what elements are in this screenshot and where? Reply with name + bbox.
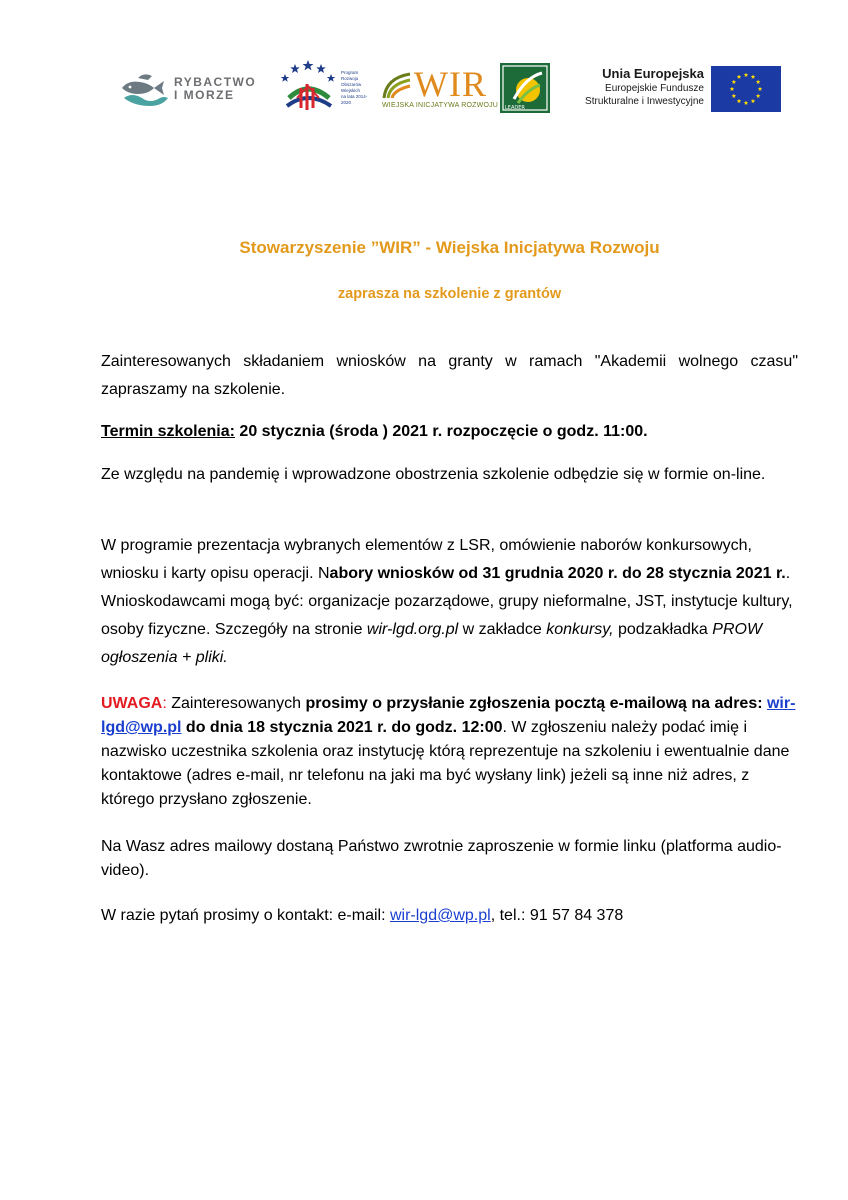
- program-dates: abory wniosków od 31 grudnia 2020 r. do 28 stycznia 2021 r.: [329, 565, 786, 582]
- training-date-value: 20 stycznia (środa ) 2021 r. rozpoczęcie o godz. 11:00.: [234, 423, 648, 440]
- program-text-2: . Wnioskodawcami mogą być: organizacje pozarządowe, grupy nieformalne, JST, instytucje kultury, osoby fizyczne. Szczegóły na stronie: [101, 565, 793, 638]
- intro-paragraph: Zainteresowanych składaniem wniosków na granty w ramach "Akademii wolnego czasu" zapraszamy na szkolenie.: [101, 353, 798, 398]
- notice-details: . W zgłoszeniu należy podać imię i nazwisko uczestnika szkolenia oraz instytucję którą reprezentuje na szkoleniu i ewentualnie dane kontaktowe (adres e-mail, nr telefonu na jaki ma być wysłany link) jeżeli są inne niż adres, z którego przysłano zgłoszenie.: [101, 719, 790, 808]
- rybactwo-line-2: I MORZE: [174, 88, 235, 102]
- prow-line: Rozwoju: [341, 76, 359, 81]
- program-text-3: w zakładce: [458, 621, 547, 638]
- contact-email-link[interactable]: wir-lgd@wp.pl: [389, 907, 491, 924]
- wir-logo: [380, 64, 499, 112]
- prow-logo: [275, 58, 375, 116]
- prow-line: Wiejskich: [341, 88, 361, 93]
- notice-paragraph: [101, 692, 798, 812]
- contact-phone: , tel.: 91 57 84 378: [490, 907, 624, 924]
- fish-icon: [118, 70, 174, 110]
- rybactwo-wordmark: [174, 76, 256, 102]
- rybactwo-i-morze-logo: [118, 70, 263, 110]
- ue-funds-text: [556, 66, 706, 114]
- ue-title: Unia Europejska: [602, 66, 704, 81]
- document-title: Stowarzyszenie ”WIR” - Wiejska Inicjatywa Rozwoju: [239, 238, 660, 257]
- contact-text: W razie pytań prosimy o kontakt: e-mail:: [101, 907, 390, 924]
- ue-subtitle-1: Europejskie Fundusze: [605, 83, 704, 94]
- wir-tagline: WIEJSKA INICJATYWA ROZWOJU: [382, 102, 499, 109]
- training-date-label: Termin szkolenia:: [101, 423, 235, 440]
- prow-text: [341, 70, 375, 106]
- notice-deadline: do dnia 18 stycznia 2021 r. do godz. 12:00: [181, 719, 503, 736]
- rybactwo-line-1: RYBACTWO: [174, 75, 257, 89]
- email-link[interactable]: wir-lgd@wp.pl: [101, 695, 796, 736]
- prow-line: Obszarów: [341, 82, 362, 87]
- training-date-paragraph: [101, 418, 798, 446]
- eu-flag-icon: [711, 66, 781, 112]
- eu-flag-logo: [711, 66, 781, 112]
- notice-request: prosimy o przysłanie zgłoszenia pocztą e-mailową na adres:: [305, 695, 767, 712]
- prow-line: Program: [341, 70, 359, 75]
- program-paragraph: [101, 532, 798, 672]
- website-name: wir-lgd.org.pl: [366, 621, 459, 638]
- notice-text: Zainteresowanych: [166, 695, 306, 712]
- subtab-name: PROW ogłoszenia + pliki.: [101, 621, 763, 666]
- leader-icon: [500, 63, 550, 113]
- contact-paragraph: [101, 902, 798, 930]
- svg-text:LEADER: LEADER: [505, 105, 525, 111]
- prow-line: na lata 2014-2020: [341, 94, 368, 105]
- ue-subtitle-2: Strukturalne i Inwestycyjne: [585, 96, 704, 107]
- warning-label: UWAGA: [101, 695, 163, 712]
- logo-strip: [0, 58, 848, 120]
- wir-wordmark: WIR: [414, 64, 487, 104]
- warning-colon: :: [162, 695, 167, 712]
- leader-logo: [500, 63, 550, 113]
- document-subtitle: zaprasza na szkolenie z grantów: [337, 286, 562, 302]
- program-text: W programie prezentacja wybranych elementów z LSR, omówienie naborów konkursowych, wniosku i karty opisu operacji. N: [101, 537, 752, 582]
- reply-paragraph: Na Wasz adres mailowy dostaną Państwo zwrotnie zaproszenie w formie linku (platforma audio- video).: [101, 838, 782, 879]
- program-text-4: podzakładka: [613, 621, 713, 638]
- tab-name: konkursy,: [546, 621, 614, 638]
- online-paragraph: Ze względu na pandemię i wprowadzone obostrzenia szkolenie odbędzie się w formie on-line.: [101, 466, 766, 483]
- prow-emblem-icon: [275, 58, 341, 116]
- wir-swirl-icon: [380, 68, 414, 102]
